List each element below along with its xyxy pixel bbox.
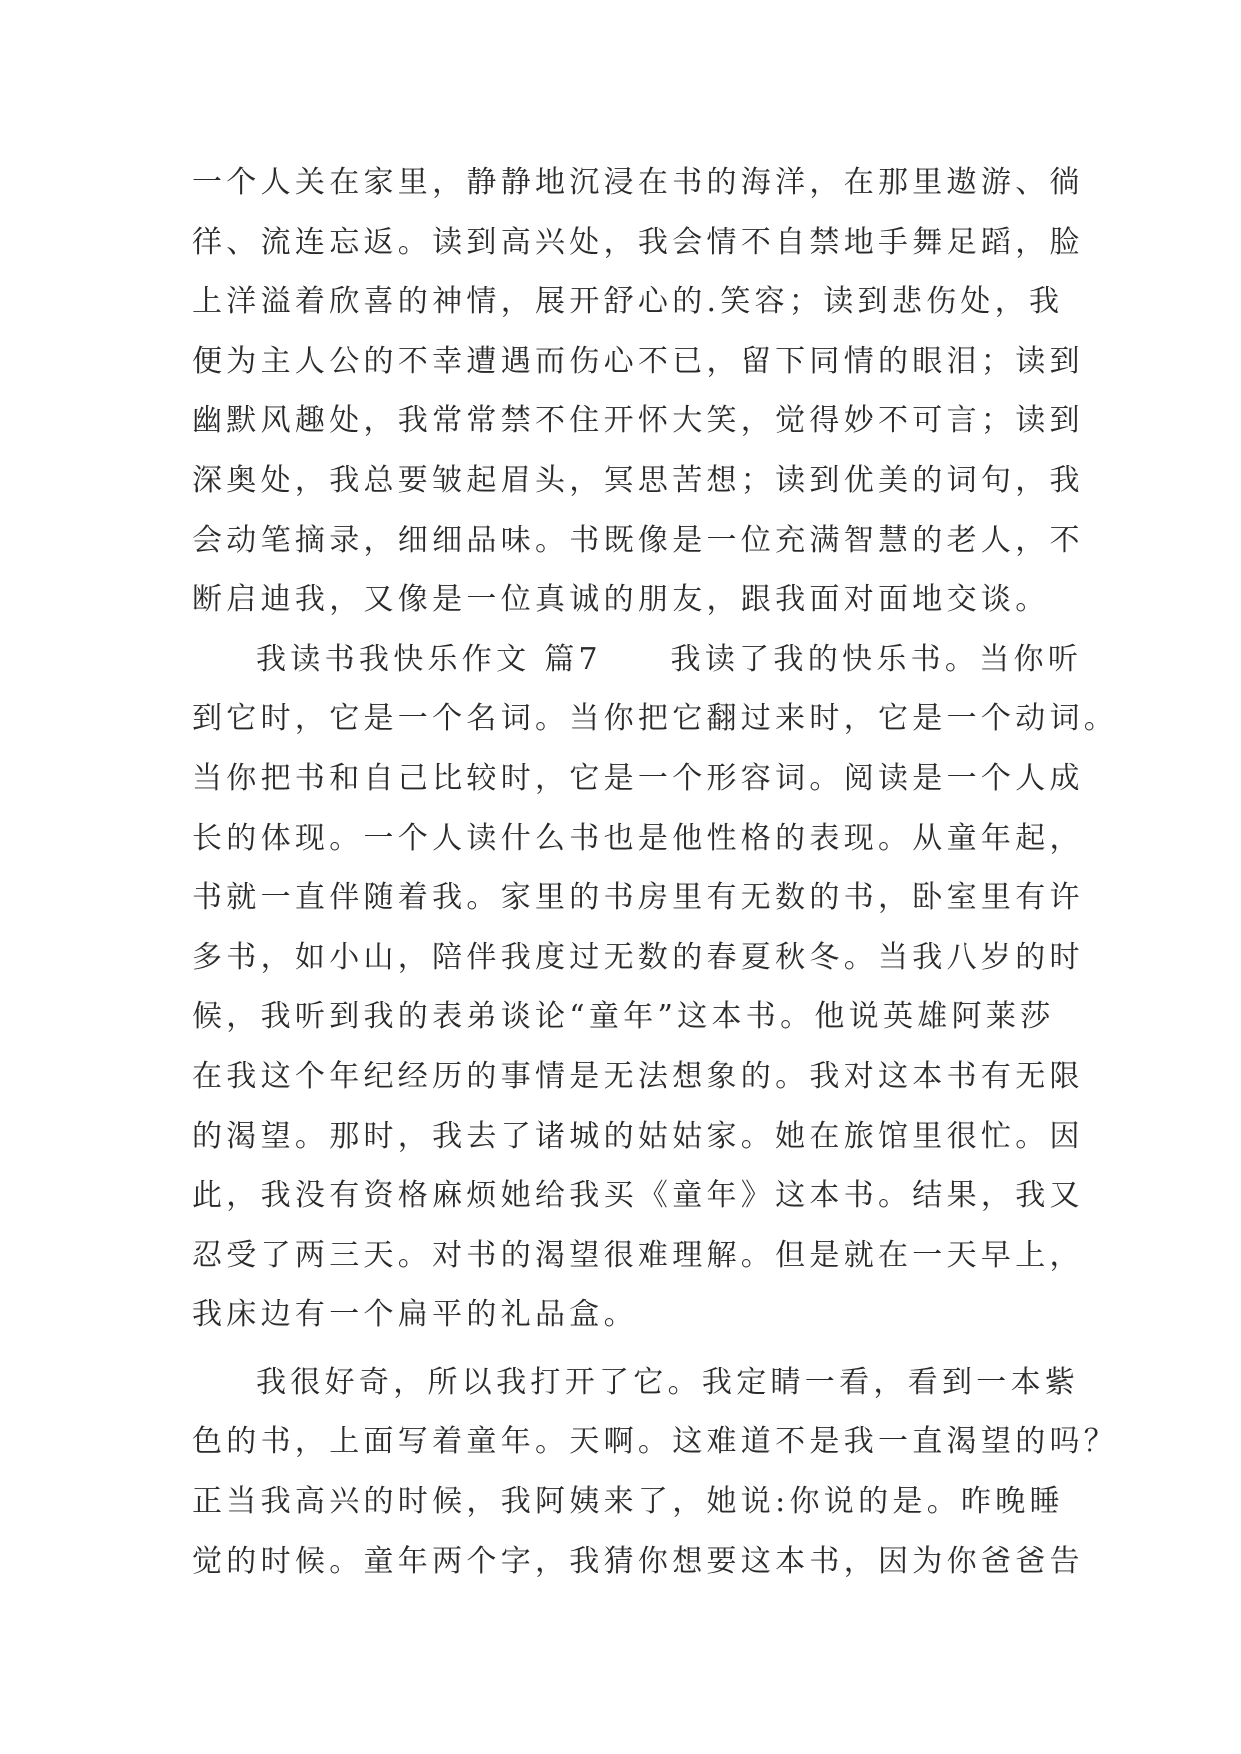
text-line: 深奥处，我总要皱起眉头，冥思苦想；读到优美的词句，我 (192, 462, 1084, 498)
section-heading-line: 我读书我快乐作文 篇7 我读了我的快乐书。当你听 (256, 641, 1083, 677)
text-line: 在我这个年纪经历的事情是无法想象的。我对这本书有无限 (192, 1058, 1084, 1094)
text-line: 忍受了两三天。对书的渴望很难理解。但是就在一天早上， (192, 1237, 1084, 1273)
paragraph-start-line: 我很好奇，所以我打开了它。我定睛一看，看到一本紫 (256, 1364, 1080, 1400)
body-text (192, 153, 1119, 1591)
text-line: 觉的时候。童年两个字，我猜你想要这本书，因为你爸爸告 (192, 1543, 1084, 1579)
text-line: 我床边有一个扁平的礼品盒。 (192, 1297, 638, 1333)
text-line: 当你把书和自己比较时，它是一个形容词。阅读是一个人成 (192, 760, 1084, 796)
text-line: 候，我听到我的表弟谈论“童年”这本书。他说英雄阿莱莎 (192, 999, 1055, 1035)
text-line: 断启迪我，又像是一位真诚的朋友，跟我面对面地交谈。 (192, 582, 1050, 618)
text-line: 上洋溢着欣喜的神情，展开舒心的.笑容；读到悲伤处，我 (192, 284, 1064, 320)
text-line: 多书，如小山，陪伴我度过无数的春夏秋冬。当我八岁的时 (192, 939, 1084, 975)
text-line: 书就一直伴随着我。家里的书房里有无数的书，卧室里有许 (192, 880, 1084, 916)
text-line: 会动笔摘录，细细品味。书既像是一位充满智慧的老人，不 (192, 522, 1084, 558)
text-line: 的渴望。那时，我去了诸城的姑姑家。她在旅馆里很忙。因 (192, 1118, 1084, 1154)
text-line: 一个人关在家里，静静地沉浸在书的海洋，在那里遨游、徜 (192, 165, 1084, 200)
text-line: 正当我高兴的时候，我阿姨来了，她说:你说的是。昨晚睡 (192, 1484, 1064, 1520)
text-line: 长的体现。一个人读什么书也是他性格的表现。从童年起， (192, 820, 1084, 856)
text-line: 徉、流连忘返。读到高兴处，我会情不自禁地手舞足蹈，脸 (192, 224, 1084, 260)
text-line: 到它时，它是一个名词。当你把它翻过来时，它是一个动词。 (192, 701, 1119, 737)
text-line: 此，我没有资格麻烦她给我买《童年》这本书。结果，我又 (192, 1178, 1084, 1214)
text-line: 便为主人公的不幸遭遇而伤心不已，留下同情的眼泪；读到 (192, 343, 1084, 379)
text-line: 色的书，上面写着童年。天啊。这难道不是我一直渴望的吗？ (192, 1424, 1119, 1460)
text-line: 幽默风趣处，我常常禁不住开怀大笑，觉得妙不可言；读到 (192, 403, 1084, 439)
